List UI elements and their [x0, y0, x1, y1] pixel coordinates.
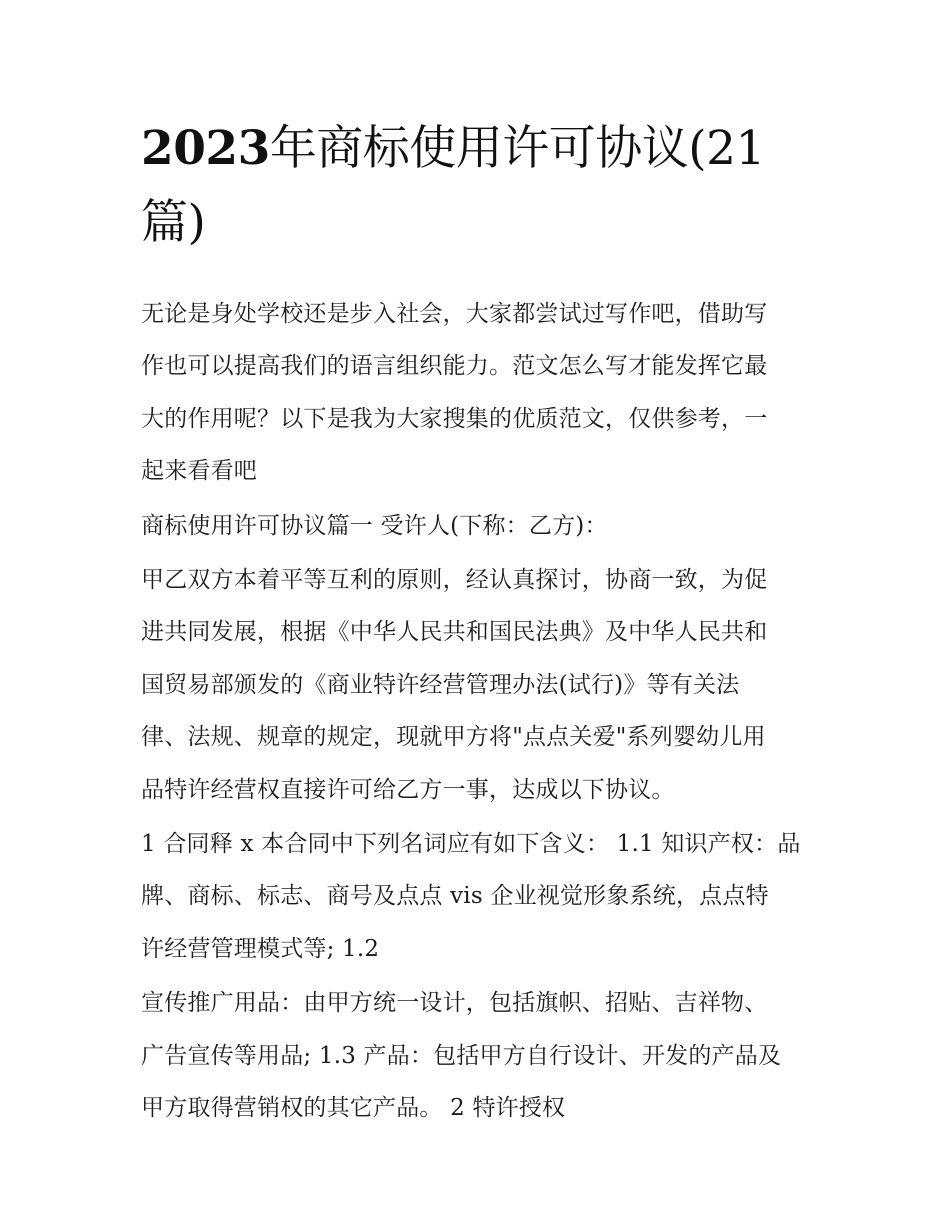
paragraph-line: 起来看看吧 — [141, 458, 257, 485]
paragraph-line: 作也可以提高我们的语言组织能力。范文怎么写才能发挥它最 — [141, 353, 768, 380]
paragraph-line: 商标使用许可协议篇一 受许人(下称：乙方)： — [141, 512, 608, 539]
paragraph-licensee — [141, 500, 821, 552]
paragraph-line: 大的作用呢？以下是我为大家搜集的优质范文，仅供参考，一 — [141, 405, 768, 432]
title-lead: 2023 — [141, 121, 270, 176]
document-title — [141, 112, 821, 260]
paragraph-line: 1 合同释 x 本合同中下列名词应有如下含义： 1.1 知识产权：品 — [141, 831, 801, 858]
paragraph-line: 宣传推广用品：由甲方统一设计，包括旗帜、招贴、吉祥物、 — [141, 990, 768, 1017]
paragraph-agreement-basis — [141, 554, 821, 816]
paragraph-line: 进共同发展，根据《中华人民共和国民法典》及中华人民共和 — [141, 619, 768, 646]
paragraph-intro — [141, 288, 821, 498]
paragraph-line: 许经营管理模式等; 1.2 — [141, 935, 380, 962]
paragraph-line: 律、法规、规章的规定，现就甲方将"点点关爱"系列婴幼儿用 — [141, 724, 766, 751]
paragraph-line: 甲方取得营销权的其它产品。 2 特许授权 — [141, 1095, 566, 1122]
paragraph-line: 无论是身处学校还是步入社会，大家都尝试过写作吧，借助写 — [141, 301, 768, 327]
paragraph-line: 甲乙双方本着平等互利的原则，经认真探讨，协商一致，为促 — [141, 567, 768, 594]
paragraph-line: 牌、商标、标志、商号及点点 vis 企业视觉形象系统，点点特 — [141, 883, 769, 910]
paragraph-line: 品特许经营权直接许可给乙方一事，达成以下协议。 — [141, 776, 675, 803]
title-rest: 年商标使用许可协议(21篇) — [141, 121, 765, 250]
document-body — [141, 288, 821, 1135]
paragraph-promotion — [141, 977, 821, 1134]
document-content — [141, 112, 821, 1137]
paragraph-line: 国贸易部颁发的《商业特许经营管理办法(试行)》等有关法 — [141, 671, 740, 698]
paragraph-definitions — [141, 818, 821, 975]
paragraph-line: 广告宣传等用品; 1.3 产品：包括甲方自行设计、开发的产品及 — [141, 1042, 782, 1069]
